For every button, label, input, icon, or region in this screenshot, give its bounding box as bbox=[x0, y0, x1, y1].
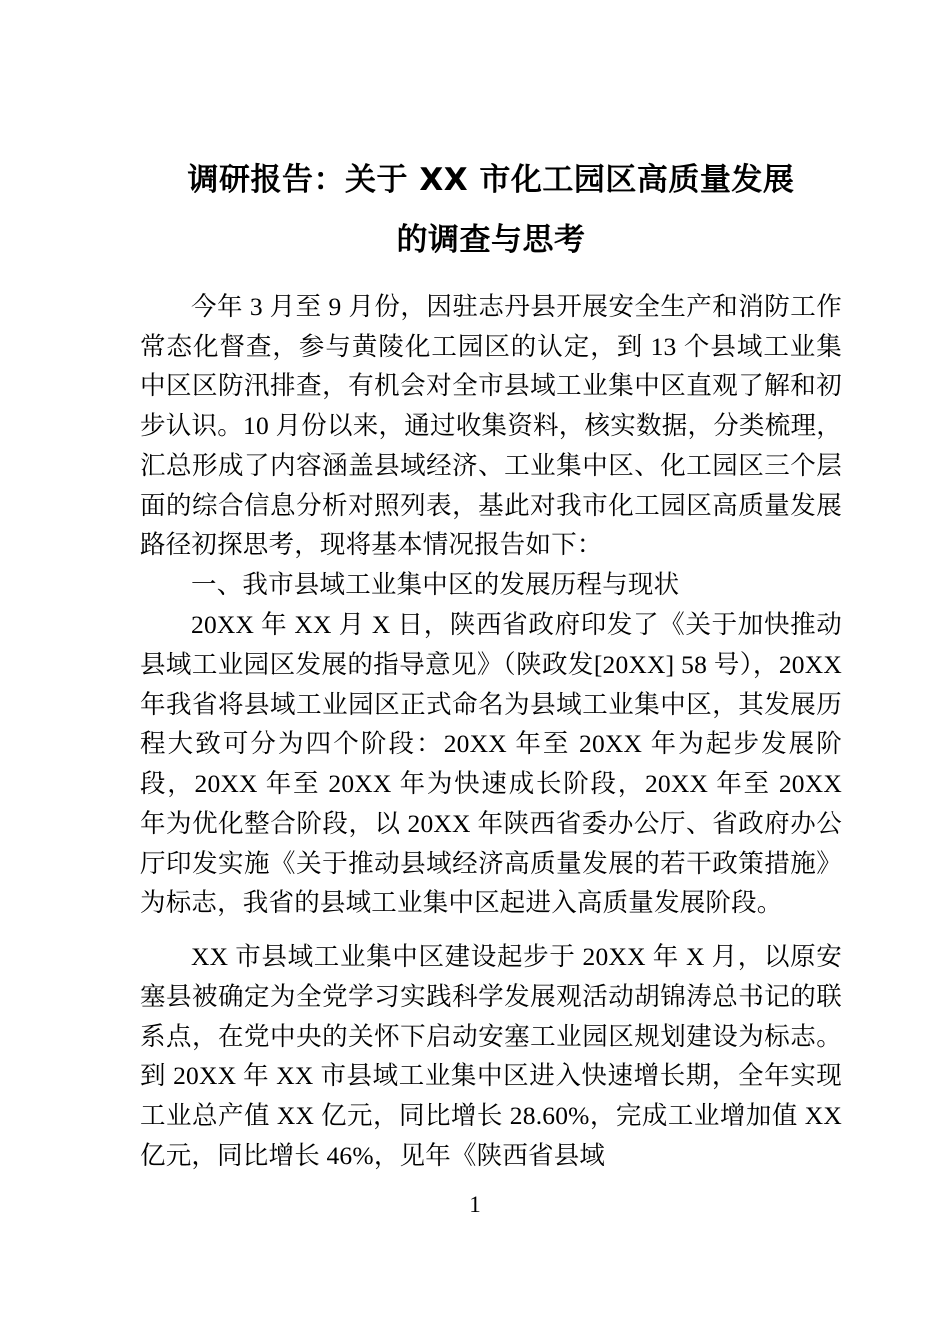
paragraph-1: 今年 3 月至 9 月份，因驻志丹县开展安全生产和消防工作常态化督查，参与黄陵化工园区的认定，到 13 个县域工业集中区区防汛排查，有机会对全市县域工业集中区直观了解和初步认识。10 月份以来，通过收集资料，核实数据，分类梳理，汇总形成了内容涵盖县域经济、工业集中区、化工园区三个层面的综合信息分析对照列表，基此对我市化工园区高质量发展路径初探思考，现将基本情况报告如下： bbox=[140, 291, 842, 560]
paragraph-3: XX 市县域工业集中区建设起步于 20XX 年 X 月，以原安塞县被确定为全党学习实践科学发展观活动胡锦涛总书记的联系点，在党中央的关怀下启动安塞工业园区规划建设为标志。到 20XX 年 XX 市县域工业集中区进入快速增长期，全年实现工业总产值 XX 亿元，同比增长 28.60%，完成工业增加值 XX 亿元，同比增长 46%，见年《陕西省县域 bbox=[140, 942, 842, 1170]
page-title bbox=[140, 150, 842, 271]
page-number: 1 bbox=[469, 1192, 481, 1217]
paragraph-2: 20XX 年 XX 月 X 日，陕西省政府印发了《关于加快推动县域工业园区发展的指导意见》（陕政发[20XX] 58 号），20XX 年我省将县域工业园区正式命名为县域工业集中区，其发展历程大致可分为四个阶段：20XX 年至 20XX 年为起步发展阶段，20XX 年至 20XX 年为快速成长阶段，20XX 年至 20XX 年为优化整合阶段，以 20XX 年陕西省委办公厅、省政府办公厅印发实施《关于推动县域经济高质量发展的若干政策措施》为标志，我省的县域工业集中区起进入高质量发展阶段。 bbox=[140, 610, 842, 918]
page-title-line-1: 调研报告：关于 XX 市化工园区高质量发展 bbox=[187, 162, 795, 198]
page-title-line-2: 的调查与思考 bbox=[396, 222, 586, 259]
section-heading-1: 一、我市县域工业集中区的发展历程与现状 bbox=[191, 570, 680, 600]
